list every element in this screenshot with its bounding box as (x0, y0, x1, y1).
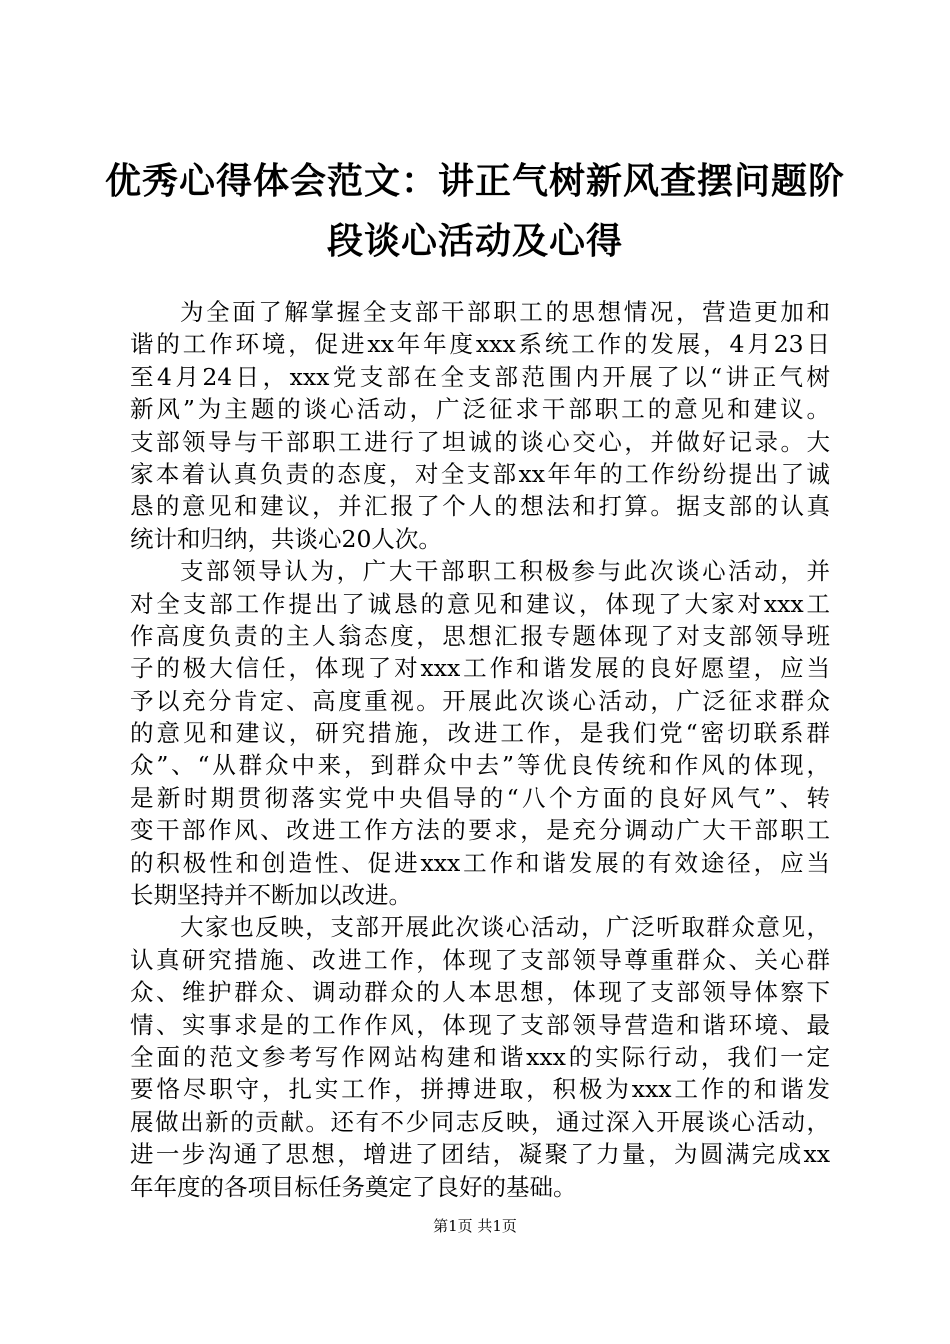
paragraph-1-line: 支部领导与干部职工进行了坦诚的谈心交心，并做好记录。大 (130, 427, 830, 456)
document-title-line-2: 段谈心活动及心得 (326, 221, 623, 262)
paragraph-3-line: 全面的范文参考写作网站构建和谐xxx的实际行动，我们一定 (130, 1042, 830, 1071)
paragraph-1-line: 至4月24日，xxx党支部在全支部范围内开展了以“讲正气树 (130, 362, 830, 391)
paragraph-1-line: 谐的工作环境，促进xx年年度xxx系统工作的发展，4月23日 (130, 330, 830, 359)
paragraph-3-line: 众、维护群众、调动群众的人本思想，体现了支部领导体察下 (130, 978, 830, 1007)
paragraph-3-line: 大家也反映，支部开展此次谈心活动，广泛听取群众意见， (180, 913, 830, 942)
paragraph-2-line: 长期坚持并不断加以改进。 (130, 881, 412, 910)
paragraph-1-line: 家本着认真负责的态度，对全支部xx年年的工作纷纷提出了诚 (130, 459, 830, 488)
paragraph-3-line: 年年度的各项目标任务奠定了良好的基础。 (130, 1172, 577, 1201)
paragraph-2-line: 支部领导认为，广大干部职工积极参与此次谈心活动，并 (180, 557, 830, 586)
paragraph-1-line: 统计和归纳，共谈心20人次。 (130, 524, 442, 553)
paragraph-3-line: 展做出新的贡献。还有不少同志反映，通过深入开展谈心活动， (130, 1107, 830, 1136)
paragraph-3-line: 要恪尽职守，扎实工作，拼搏进取，积极为xxx工作的和谐发 (130, 1075, 830, 1104)
paragraph-2-line: 是新时期贯彻落实党中央倡导的“八个方面的良好风气”、转 (130, 783, 830, 812)
paragraph-3-line: 进一步沟通了思想，增进了团结，凝聚了力量，为圆满完成xx (130, 1140, 830, 1169)
document-title-line-1: 优秀心得体会范文：讲正气树新风查摆问题阶 (104, 161, 845, 202)
paragraph-2-line: 予以充分肯定、高度重视。开展此次谈心活动，广泛征求群众 (130, 686, 830, 715)
paragraph-1-line: 新风”为主题的谈心活动，广泛征求干部职工的意见和建议。 (130, 395, 830, 424)
paragraph-2-line: 众”、“从群众中来，到群众中去”等优良传统和作风的体现， (130, 751, 830, 780)
document-body (130, 296, 830, 1203)
paragraph-2-line: 对全支部工作提出了诚恳的意见和建议，体现了大家对xxx工 (130, 589, 830, 618)
paragraph-2-line: 的积极性和创造性、促进xxx工作和谐发展的有效途径，应当 (130, 848, 830, 877)
paragraph-1-line: 为全面了解掌握全支部干部职工的思想情况，营造更加和 (180, 298, 830, 326)
paragraph-1-line: 恳的意见和建议，并汇报了个人的想法和打算。据支部的认真 (130, 492, 830, 521)
paragraph-3-line: 情、实事求是的工作作风，体现了支部领导营造和谐环境、最 (130, 1010, 830, 1039)
paragraph-2-line: 作高度负责的主人翁态度，思想汇报专题体现了对支部领导班 (130, 621, 830, 650)
page-number-footer: 第1页 共1页 (433, 1217, 517, 1235)
paragraph-2-line: 子的极大信任，体现了对xxx工作和谐发展的良好愿望，应当 (130, 654, 830, 683)
paragraph-3-line: 认真研究措施、改进工作，体现了支部领导尊重群众、关心群 (130, 945, 830, 974)
paragraph-2-line: 的意见和建议，研究措施，改进工作，是我们党“密切联系群 (130, 719, 830, 748)
paragraph-2-line: 变干部作风、改进工作方法的要求，是充分调动广大干部职工 (130, 816, 830, 845)
